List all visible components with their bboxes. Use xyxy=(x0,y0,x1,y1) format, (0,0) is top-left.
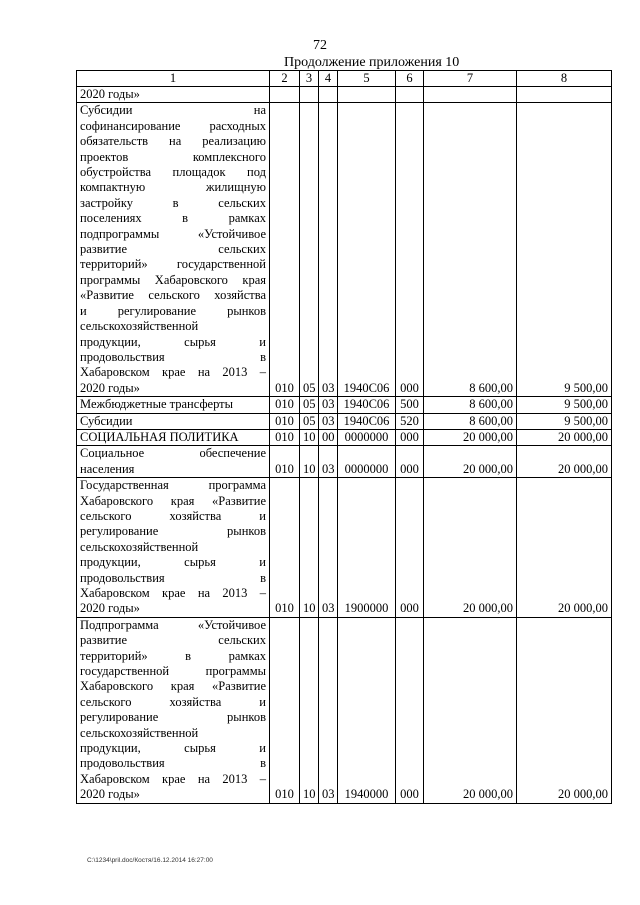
cell-c6: 000 xyxy=(396,478,424,618)
page-number: 72 xyxy=(313,38,327,53)
row-name-line: 2020 годы» xyxy=(80,87,140,101)
cell-c7: 20 000,00 xyxy=(424,478,517,618)
cell-c5: 1900000 xyxy=(338,478,396,618)
row-name xyxy=(77,103,270,397)
cell-c5: 1940С06 xyxy=(338,103,396,397)
row-name-line: территорий» государственной xyxy=(80,257,266,272)
cell-c3: 05 xyxy=(300,397,319,413)
cell-c4: 03 xyxy=(319,413,338,429)
cell-c7: 8 600,00 xyxy=(424,103,517,397)
cell-c2: 010 xyxy=(270,397,300,413)
cell-c7: 20 000,00 xyxy=(424,617,517,803)
cell-c8: 20 000,00 xyxy=(517,478,612,618)
row-name-line: территорий» в рамках xyxy=(80,648,266,663)
table-row xyxy=(77,413,612,429)
cell-c2: 010 xyxy=(270,478,300,618)
cell-c3: 10 xyxy=(300,478,319,618)
cell-c8: 20 000,00 xyxy=(517,429,612,445)
row-name xyxy=(77,413,270,429)
row-name-line: развитие сельских xyxy=(80,242,266,257)
table-row xyxy=(77,103,612,397)
row-name-line: софинансирование расходных xyxy=(80,118,266,133)
column-header-4: 4 xyxy=(319,71,338,87)
cell-c7: 8 600,00 xyxy=(424,397,517,413)
row-name xyxy=(77,397,270,413)
cell-c6: 000 xyxy=(396,429,424,445)
row-name-line: сельскохозяйственной xyxy=(80,725,199,740)
cell-c5: 0000000 xyxy=(338,429,396,445)
row-name-line: Государственная программа xyxy=(80,478,266,493)
cell-c7 xyxy=(424,87,517,103)
table-row xyxy=(77,87,612,103)
cell-c7: 20 000,00 xyxy=(424,429,517,445)
cell-c8: 9 500,00 xyxy=(517,397,612,413)
table-body xyxy=(77,87,612,804)
cell-c2: 010 xyxy=(270,103,300,397)
table-row xyxy=(77,478,612,618)
row-name-line: «Развитие сельского хозяйства xyxy=(80,288,266,303)
row-name-line: поселениях в рамках xyxy=(80,211,266,226)
row-name-line: обязательств на реализацию xyxy=(80,134,266,149)
cell-c4: 03 xyxy=(319,103,338,397)
row-name-line: 2020 годы» xyxy=(80,380,140,395)
cell-c8: 20 000,00 xyxy=(517,446,612,478)
cell-c4: 03 xyxy=(319,397,338,413)
row-name xyxy=(77,429,270,445)
cell-c4: 03 xyxy=(319,446,338,478)
row-name-line: СОЦИАЛЬНАЯ ПОЛИТИКА xyxy=(80,429,239,444)
row-name-line: регулирование рынков xyxy=(80,710,266,725)
column-header-2: 2 xyxy=(270,71,300,87)
cell-c5: 1940000 xyxy=(338,617,396,803)
row-name-line: сельскохозяйственной xyxy=(80,539,199,554)
cell-c5: 1940С06 xyxy=(338,397,396,413)
cell-c6: 000 xyxy=(396,446,424,478)
row-name-line: продукции, сырья и xyxy=(80,334,266,349)
row-name-line: продукции, сырья и xyxy=(80,555,266,570)
row-name-line: сельского хозяйства и xyxy=(80,694,266,709)
row-name-line: Хабаровского края «Развитие xyxy=(80,679,266,694)
column-header-6: 6 xyxy=(396,71,424,87)
cell-c2: 010 xyxy=(270,617,300,803)
row-name-line: Подпрограмма «Устойчивое xyxy=(80,617,266,632)
cell-c3: 10 xyxy=(300,429,319,445)
cell-c5: 0000000 xyxy=(338,446,396,478)
row-name-line: застройку в сельских xyxy=(80,195,266,210)
row-name-line: 2020 годы» xyxy=(80,787,140,802)
cell-c5: 1940С06 xyxy=(338,413,396,429)
row-name-line: Межбюджетные трансферты xyxy=(80,397,234,412)
row-name-line: Хабаровском крае на 2013 – xyxy=(80,771,266,786)
cell-c7: 20 000,00 xyxy=(424,446,517,478)
cell-c4: 03 xyxy=(319,478,338,618)
row-name-line: продовольствия в xyxy=(80,756,266,771)
cell-c8: 20 000,00 xyxy=(517,617,612,803)
row-name-line: Хабаровском крае на 2013 – xyxy=(80,365,266,380)
continuation-title: Продолжение приложения 10 xyxy=(284,55,460,70)
cell-c8 xyxy=(517,87,612,103)
row-name-line: сельского хозяйства и xyxy=(80,508,266,523)
cell-c7: 8 600,00 xyxy=(424,413,517,429)
row-name-line: развитие сельских xyxy=(80,633,266,648)
cell-c4 xyxy=(319,87,338,103)
cell-c5 xyxy=(338,87,396,103)
cell-c2: 010 xyxy=(270,413,300,429)
row-name-line: государственной программы xyxy=(80,664,266,679)
cell-c4: 03 xyxy=(319,617,338,803)
row-name-line: Хабаровском крае на 2013 – xyxy=(80,586,266,600)
row-name-line: и регулирование рынков xyxy=(80,303,266,318)
table-row xyxy=(77,446,612,478)
cell-c2 xyxy=(270,87,300,103)
row-name-line: Субсидии xyxy=(80,413,133,428)
row-name-line: проектов комплексного xyxy=(80,149,266,164)
row-name-line: населения xyxy=(80,461,135,476)
cell-c3: 10 xyxy=(300,617,319,803)
row-name-line: программы Хабаровского края xyxy=(80,272,266,287)
cell-c3: 05 xyxy=(300,413,319,429)
column-header-5: 5 xyxy=(338,71,396,87)
row-name-line: регулирование рынков xyxy=(80,524,266,539)
cell-c3 xyxy=(300,87,319,103)
row-name xyxy=(77,87,270,103)
column-header-3: 3 xyxy=(300,71,319,87)
cell-c3: 10 xyxy=(300,446,319,478)
column-header-1: 1 xyxy=(77,71,270,87)
row-name-line: обустройства площадок под xyxy=(80,165,266,180)
row-name-line: Социальное обеспечение xyxy=(80,446,266,461)
table-row xyxy=(77,429,612,445)
column-header-8: 8 xyxy=(517,71,612,87)
cell-c8: 9 500,00 xyxy=(517,103,612,397)
column-header-7: 7 xyxy=(424,71,517,87)
row-name xyxy=(77,446,270,478)
row-name xyxy=(77,617,270,803)
row-name-line: продукции, сырья и xyxy=(80,741,266,756)
table-row xyxy=(77,617,612,803)
cell-c3: 05 xyxy=(300,103,319,397)
row-name-line: сельскохозяйственной xyxy=(80,319,199,334)
cell-c6: 000 xyxy=(396,617,424,803)
cell-c6: 500 xyxy=(396,397,424,413)
cell-c6: 520 xyxy=(396,413,424,429)
table-row xyxy=(77,397,612,413)
cell-c4: 00 xyxy=(319,429,338,445)
row-name-line: продовольствия в xyxy=(80,570,266,585)
footer-path: C:\1234\pril.doc/Костя/16.12.2014 16:27:00 xyxy=(87,857,213,864)
row-name-line: компактную жилищную xyxy=(80,180,266,195)
cell-c2: 010 xyxy=(270,446,300,478)
row-name-line: продовольствия в xyxy=(80,349,266,364)
cell-c2: 010 xyxy=(270,429,300,445)
row-name-line: подпрограммы «Устойчивое xyxy=(80,226,266,241)
cell-c6 xyxy=(396,87,424,103)
header-row xyxy=(77,71,612,87)
row-name-line: Субсидии на xyxy=(80,103,266,118)
budget-table xyxy=(76,70,612,804)
row-name-line: Хабаровского края «Развитие xyxy=(80,493,266,508)
row-name-line: 2020 годы» xyxy=(80,601,140,616)
cell-c8: 9 500,00 xyxy=(517,413,612,429)
cell-c6: 000 xyxy=(396,103,424,397)
row-name xyxy=(77,478,270,618)
